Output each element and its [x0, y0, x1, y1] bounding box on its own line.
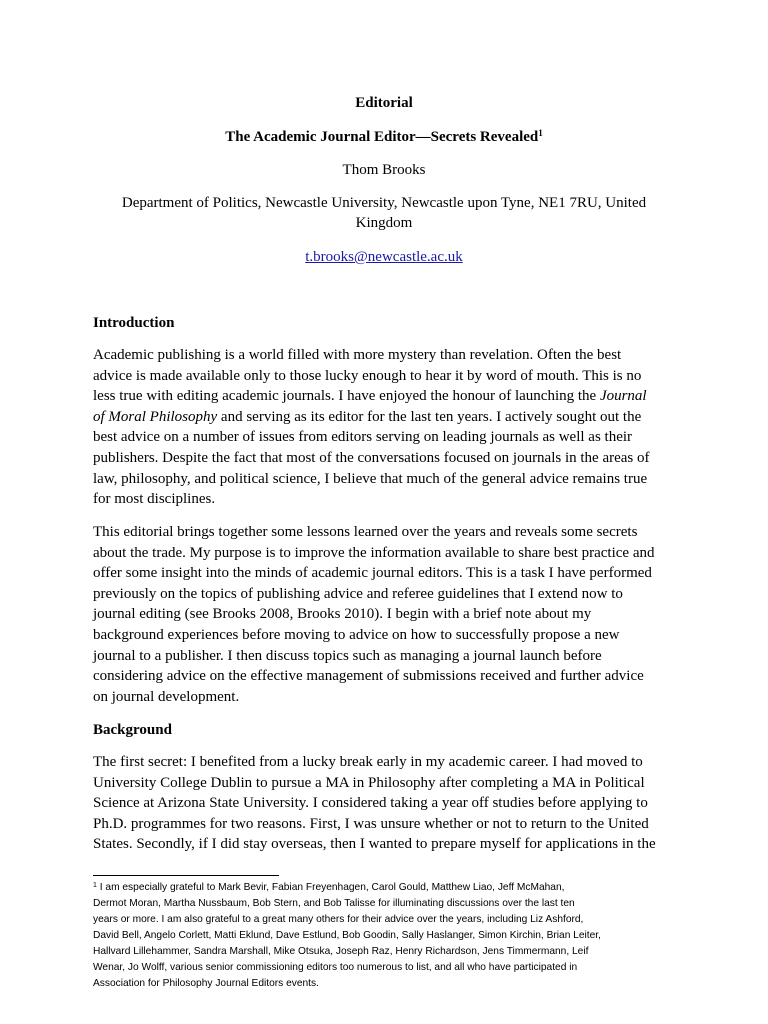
- author-email-link[interactable]: t.brooks@newcastle.ac.uk: [305, 249, 463, 265]
- paragraph-line-text: less true with editing academic journals. I have enjoyed the honour of launching the: [93, 388, 597, 405]
- paragraph-line: for most disciplines.: [93, 491, 216, 508]
- paragraph-line: considering advice on the effective management of submissions received and further advice: [93, 668, 644, 685]
- section-label: Editorial: [355, 95, 413, 111]
- footnote-line: [93, 880, 683, 896]
- paragraph-line: offer some insight into the minds of academic journal editors. This is a task I have performed: [93, 565, 652, 582]
- author-name: Thom Brooks: [342, 162, 426, 178]
- paragraph-line: background experiences before moving to advice on how to successfully propose a new: [93, 626, 620, 643]
- article-title-text: The Academic Journal Editor—Secrets Revealed: [225, 129, 539, 145]
- paragraph-line: University College Dublin to pursue a MA in Philosophy after completing a MA in Political: [93, 774, 645, 791]
- paragraph-line: States. Secondly, if I did stay overseas, then I wanted to prepare myself for applications in the: [93, 836, 656, 853]
- journal-name-italic: of Moral Philosophy: [93, 408, 218, 425]
- footnote-line: Hallvard Lillehammer, Sandra Marshall, Mike Otsuka, Joseph Raz, Henry Richardson, Jens Timmermann, Leif: [93, 946, 589, 957]
- paragraph-line: Ph.D. programmes for two reasons. First, I was unsure whether or not to return to the United: [93, 815, 649, 832]
- paragraph-line: previously on the topics of publishing advice and referee guidelines that I extend now to: [93, 585, 623, 602]
- footnote-1: [93, 880, 683, 992]
- paragraph-background-1: [93, 752, 675, 855]
- paragraph-line-text: and serving as its editor for the last ten years. I actively sought out the: [220, 408, 642, 425]
- affiliation-line: Department of Politics, Newcastle University, Newcastle upon Tyne, NE1 7RU, United: [121, 195, 647, 211]
- paragraph-line: This editorial brings together some lessons learned over the years and reveals some secrets: [93, 524, 638, 540]
- footnote-separator: [93, 875, 279, 876]
- article-title: [92, 127, 676, 147]
- paragraph-line: journal to a publisher. I then discuss topics such as managing a journal launch before: [93, 647, 602, 664]
- footnote-line: years or more. I am also grateful to a great many others for their advice over the years, including Liz Ashford,: [93, 914, 584, 925]
- paragraph-line: journal editing (see Brooks 2008, Brooks 2010). I begin with a brief note about my: [93, 606, 592, 623]
- author-affiliation: [92, 193, 676, 233]
- paragraph-line: [93, 386, 675, 407]
- footnote-line-text: I am especially grateful to Mark Bevir, Fabian Freyenhagen, Carol Gould, Matthew Liao, Jeff McMahan,: [99, 882, 565, 893]
- paragraph-line: law, philosophy, and political science, I believe that much of the general advice remains true: [93, 470, 648, 487]
- paragraph-line: Science at Arizona State University. I considered taking a year off studies before applying to: [93, 795, 648, 812]
- footnote-line: Dermot Moran, Martha Nussbaum, Bob Stern, and Bob Talisse for illuminating discussions over the last ten: [93, 898, 575, 909]
- title-footnote-marker[interactable]: 1: [538, 128, 543, 138]
- heading-introduction: Introduction: [93, 315, 175, 331]
- paragraph-line: on journal development.: [93, 688, 240, 705]
- paragraph-line: [93, 407, 675, 428]
- footnote-marker: 1: [93, 882, 97, 889]
- footnote-line: Association for Philosophy Journal Editors events.: [93, 978, 319, 989]
- paragraph-line: The first secret: I benefited from a lucky break early in my academic career. I had moved to: [93, 754, 643, 770]
- affiliation-line: Kingdom: [355, 215, 413, 231]
- paragraph-line: about the trade. My purpose is to improve the information available to share best practice and: [93, 544, 655, 561]
- paragraph-line: best advice on a number of issues from editors serving on leading journals as well as their: [93, 429, 633, 446]
- paragraph-intro-1: [93, 345, 675, 510]
- footnote-line: David Bell, Angelo Corlett, Matti Eklund, Dave Estlund, Bob Goodin, Sally Haslanger, Simon Kirchin, Brian Leiter,: [93, 930, 601, 941]
- paragraph-line: publishers. Despite the fact that most of the conversations focused on journals in the areas of: [93, 449, 650, 466]
- footnote-line: Wenar, Jo Wolff, various senior commissioning editors too numerous to list, and all who have participated in: [93, 962, 578, 973]
- paragraph-line: Academic publishing is a world filled with more mystery than revelation. Often the best: [93, 347, 622, 363]
- author-email-row: [92, 247, 676, 267]
- paragraph-line: advice is made available only to those lucky enough to hear it by word of mouth. This is no: [93, 367, 642, 384]
- heading-background: Background: [93, 722, 172, 738]
- journal-name-italic: Journal: [599, 388, 647, 405]
- paragraph-intro-2: [93, 522, 675, 707]
